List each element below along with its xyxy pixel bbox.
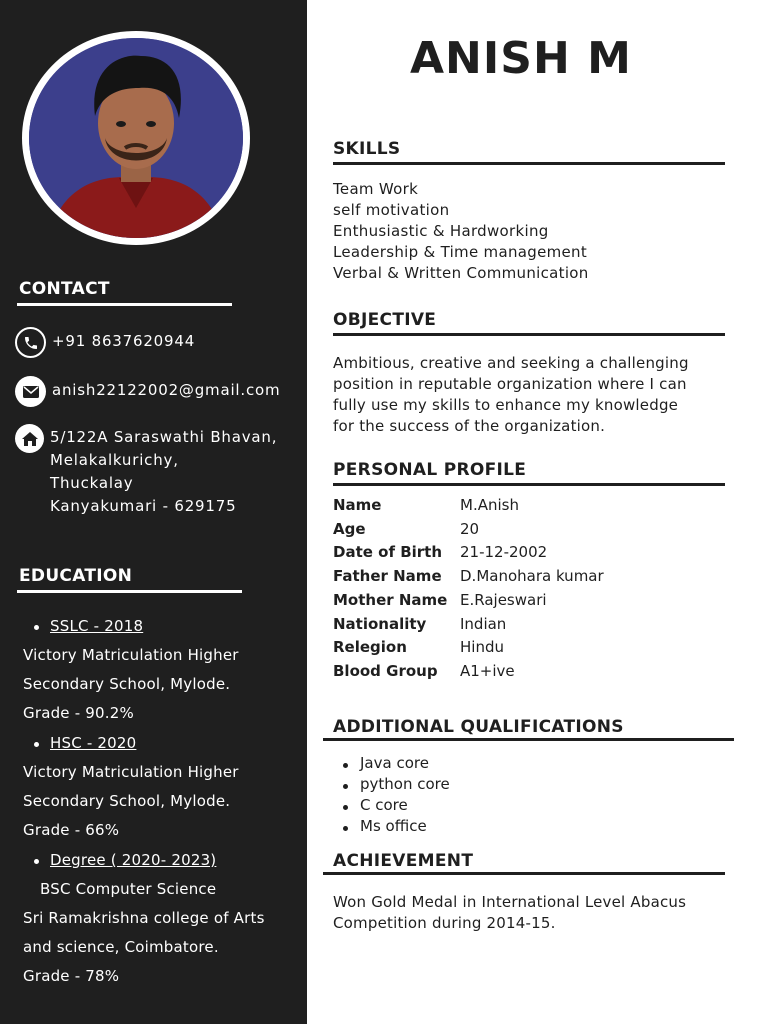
education-school: and science, Coimbatore. (23, 938, 219, 956)
skill-item: Leadership & Time management (333, 243, 588, 261)
education-title: SSLC - 2018 (50, 617, 144, 635)
sidebar (0, 0, 307, 1024)
contact-divider (17, 303, 232, 306)
profile-label: Nationality (333, 615, 427, 633)
skill-item: Enthusiastic & Hardworking (333, 222, 549, 240)
skill-item: self motivation (333, 201, 450, 219)
bullet (343, 784, 348, 789)
phone-icon (15, 327, 46, 358)
phone-number: +91 8637620944 (52, 332, 196, 350)
contact-email (15, 376, 280, 407)
education-school: Sri Ramakrishna college of Arts (23, 909, 265, 927)
profile-value: D.Manohara kumar (460, 567, 604, 585)
achievement-line: Competition during 2014-15. (333, 914, 556, 932)
bullet (343, 826, 348, 831)
objective-heading: OBJECTIVE (333, 310, 437, 330)
achievement-heading: ACHIEVEMENT (333, 851, 474, 871)
profile-label: Mother Name (333, 591, 448, 609)
profile-value: E.Rajeswari (460, 591, 547, 609)
objective-line: Ambitious, creative and seeking a challenging (333, 354, 689, 372)
bullet (34, 859, 39, 864)
qualification-item: python core (360, 775, 450, 793)
email-address: anish22122002@gmail.com (52, 381, 281, 399)
profile-value: 21-12-2002 (460, 543, 548, 561)
education-grade: Grade - 90.2% (23, 704, 134, 722)
personal-profile-divider (333, 483, 725, 486)
qualification-item: C core (360, 796, 408, 814)
bullet (34, 742, 39, 747)
profile-label: Age (333, 520, 366, 538)
profile-label: Date of Birth (333, 543, 443, 561)
education-title: Degree ( 2020- 2023) (50, 851, 217, 869)
profile-label: Name (333, 496, 382, 514)
skill-item: Team Work (333, 180, 419, 198)
education-school: Secondary School, Mylode. (23, 792, 231, 810)
qualification-item: Ms office (360, 817, 427, 835)
education-grade: Grade - 78% (23, 967, 120, 985)
address-block (50, 426, 277, 518)
home-icon (15, 424, 44, 453)
profile-label: Relegion (333, 638, 407, 656)
education-course: BSC Computer Science (40, 880, 217, 898)
profile-value: Indian (460, 615, 507, 633)
achievement-divider (323, 872, 725, 875)
skills-divider (333, 162, 725, 165)
person-portrait-icon (29, 38, 243, 238)
candidate-name: ANISH M (410, 33, 632, 84)
address-line: Thuckalay (50, 474, 134, 492)
profile-value: 20 (460, 520, 480, 538)
objective-divider (333, 333, 725, 336)
contact-address (15, 424, 277, 518)
objective-text (333, 353, 707, 437)
profile-value: Hindu (460, 638, 504, 656)
education-divider (17, 590, 242, 593)
objective-line: position in reputable organization where I can (333, 375, 687, 393)
achievement-line: Won Gold Medal in International Level Abacus (333, 893, 687, 911)
profile-photo (29, 38, 243, 238)
mail-icon (15, 376, 46, 407)
address-line: 5/122A Saraswathi Bhavan, (50, 428, 278, 446)
skills-heading: SKILLS (333, 139, 401, 159)
skill-item: Verbal & Written Communication (333, 264, 589, 282)
profile-value: A1+ive (460, 662, 515, 680)
education-title: HSC - 2020 (50, 734, 137, 752)
education-school: Secondary School, Mylode. (23, 675, 231, 693)
bullet (34, 625, 39, 630)
bullet (343, 805, 348, 810)
address-line: Kanyakumari - 629175 (50, 497, 237, 515)
additional-qualifications-heading: ADDITIONAL QUALIFICATIONS (333, 717, 624, 737)
qualification-item: Java core (360, 754, 429, 772)
personal-profile-heading: PERSONAL PROFILE (333, 460, 527, 480)
address-line: Melakalkurichy, (50, 451, 179, 469)
profile-value: M.Anish (460, 496, 519, 514)
objective-line: fully use my skills to enhance my knowledge (333, 396, 679, 414)
profile-label: Blood Group (333, 662, 438, 680)
bullet (343, 763, 348, 768)
achievement-text (333, 892, 707, 934)
contact-phone (15, 327, 195, 358)
education-grade: Grade - 66% (23, 821, 120, 839)
education-school: Victory Matriculation Higher (23, 763, 239, 781)
education-school: Victory Matriculation Higher (23, 646, 239, 664)
profile-label: Father Name (333, 567, 442, 585)
contact-heading: CONTACT (19, 279, 110, 299)
profile-photo-frame (22, 31, 250, 245)
additional-qualifications-divider (323, 738, 734, 741)
education-heading: EDUCATION (19, 566, 133, 586)
objective-line: for the success of the organization. (333, 417, 606, 435)
